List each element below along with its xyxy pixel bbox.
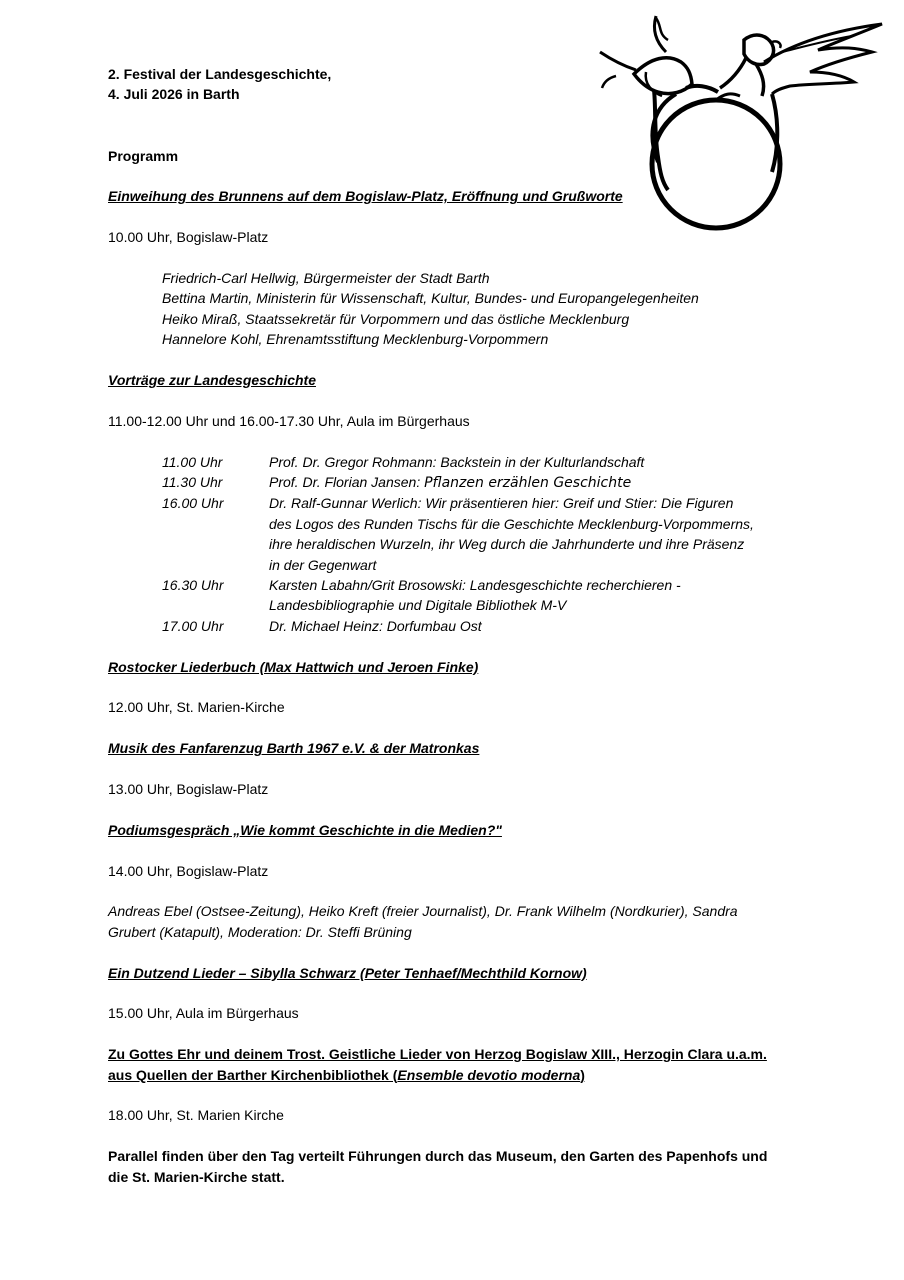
speaker-item: Heiko Miraß, Staatssekretär für Vorpommern und das östliche Mecklenburg	[162, 310, 630, 327]
speaker-item: Friedrich-Carl Hellwig, Bürgermeister der Stadt Barth	[162, 269, 490, 286]
talk-description: Prof. Dr. Gregor Rohmann: Backstein in der Kulturlandschaft	[269, 453, 645, 470]
section-title-lectures: Vorträge zur Landesgeschichte	[108, 372, 316, 388]
section-title-spiritual-songs-2	[108, 1065, 808, 1085]
talk-description-line: Landesbibliographie und Digitale Bibliothek M-V	[269, 597, 567, 614]
talk-description	[269, 472, 808, 493]
footer-note: Parallel finden über den Tag verteilt Führungen durch das Museum, den Garten des Papenhofs und	[108, 1148, 768, 1165]
talk-time: 11.30 Uhr	[162, 474, 223, 490]
talk-row	[108, 616, 808, 636]
talk-description	[269, 493, 808, 575]
section-title-dozen-songs: Ein Dutzend Lieder – Sibylla Schwarz (Peter Tenhaef/Mechthild Kornow)	[108, 964, 587, 981]
talk-time: 17.00 Uhr	[162, 617, 224, 634]
talk-description-line: Dr. Ralf-Gunnar Werlich: Wir präsentieren hier: Greif und Stier: Die Figuren	[269, 495, 734, 512]
talk-description-line: ihre heraldischen Wurzeln, ihr Weg durch die Jahrhunderte und ihre Präsenz	[269, 536, 745, 553]
speaker-item: Hannelore Kohl, Ehrenamtsstiftung Mecklenburg-Vorpommern	[162, 331, 549, 348]
footer-note: die St. Marien-Kirche statt.	[108, 1168, 285, 1185]
talk-description: Dr. Michael Heinz: Dorfumbau Ost	[269, 617, 482, 634]
section-title-opening: Einweihung des Brunnens auf dem Bogislaw-Platz, Eröffnung und Grußworte	[108, 188, 623, 205]
talk-time: 16.00 Uhr	[162, 495, 224, 512]
festival-date-place: 4. Juli 2026 in Barth	[108, 86, 240, 103]
section-time-songbook: 12.00 Uhr, St. Marien-Kirche	[108, 699, 285, 716]
section-title-songbook: Rostocker Liederbuch (Max Hattwich und Jeroen Finke)	[108, 658, 479, 675]
talk-speaker: Prof. Dr. Florian Jansen:	[269, 474, 425, 490]
title-prefix: aus Quellen der Barther Kirchenbibliothek (	[108, 1066, 398, 1083]
ensemble-name: Ensemble devotio moderna	[397, 1066, 581, 1083]
talk-description-line: in der Gegenwart	[269, 556, 377, 573]
talk-description-line: des Logos des Runden Tischs für die Geschichte Mecklenburg-Vorpommerns,	[269, 515, 754, 532]
panel-participants: Grubert (Katapult), Moderation: Dr. Steffi Brüning	[108, 923, 412, 940]
section-time-panel: 14.00 Uhr, Bogislaw-Platz	[108, 862, 269, 879]
section-title-music: Musik des Fanfarenzug Barth 1967 e.V. & der Matronkas	[108, 740, 480, 757]
section-time-spiritual-songs: 18.00 Uhr, St. Marien Kirche	[108, 1107, 284, 1124]
program-heading: Programm	[108, 147, 179, 164]
talk-row	[108, 452, 808, 472]
section-time-opening: 10.00 Uhr, Bogislaw-Platz	[108, 229, 269, 246]
festival-title: 2. Festival der Landesgeschichte,	[108, 66, 332, 82]
section-time-dozen-songs: 15.00 Uhr, Aula im Bürgerhaus	[108, 1005, 299, 1022]
talk-description-line: Karsten Labahn/Grit Brosowski: Landesgeschichte recherchieren -	[269, 577, 681, 594]
section-title-spiritual-songs: Zu Gottes Ehr und deinem Trost. Geistliche Lieder von Herzog Bogislaw XIII., Herzogin Clara u.a.m.	[108, 1046, 767, 1063]
talk-time: 11.00 Uhr	[162, 453, 223, 470]
speaker-item: Bettina Martin, Ministerin für Wissenschaft, Kultur, Bundes- und Europangelegenheiten	[162, 290, 699, 307]
talk-time: 16.30 Uhr	[162, 577, 224, 594]
section-title-panel: Podiumsgespräch „Wie kommt Geschichte in die Medien?"	[108, 821, 502, 838]
program-document	[108, 64, 808, 1187]
talk-row	[108, 493, 808, 575]
panel-participants: Andreas Ebel (Ostsee-Zeitung), Heiko Kreft (freier Journalist), Dr. Frank Wilhelm (Nordkurier), Sandra	[108, 903, 738, 920]
talk-topic: Pflanzen erzählen Geschichte	[424, 475, 632, 491]
title-suffix: )	[580, 1066, 585, 1083]
section-time-lectures: 11.00-12.00 Uhr und 16.00-17.30 Uhr, Aula im Bürgerhaus	[108, 412, 470, 429]
talk-row	[108, 575, 808, 616]
talk-description	[269, 575, 808, 616]
talk-row	[108, 472, 808, 493]
section-time-music: 13.00 Uhr, Bogislaw-Platz	[108, 781, 269, 798]
